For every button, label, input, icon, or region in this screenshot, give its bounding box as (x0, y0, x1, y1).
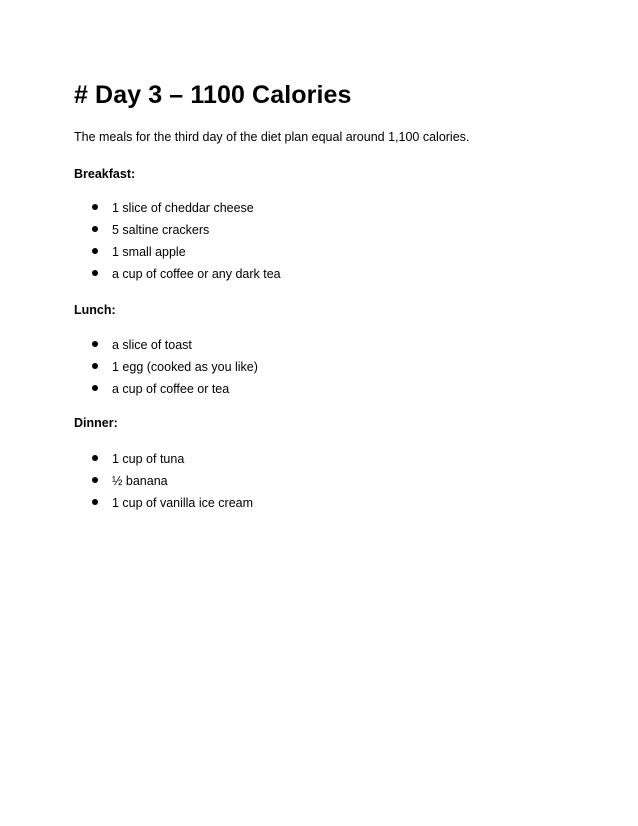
bullet-icon (92, 363, 98, 369)
list-item-text: ½ banana (112, 474, 168, 488)
list-item-text: a cup of coffee or tea (112, 382, 230, 396)
bullet-icon (92, 204, 98, 210)
bullet-icon (92, 270, 98, 276)
list-item-text: 1 small apple (112, 245, 186, 259)
section-heading-dinner: Dinner: (74, 416, 118, 430)
list-item-text: 1 cup of vanilla ice cream (112, 496, 254, 510)
bullet-icon (92, 341, 98, 347)
bullet-icon (92, 477, 98, 483)
list-item-text: 1 slice of cheddar cheese (112, 201, 254, 215)
section-heading-lunch: Lunch: (74, 303, 116, 317)
list-item-text: a cup of coffee or any dark tea (112, 267, 281, 281)
bullet-icon (92, 248, 98, 254)
list-item-text: 5 saltine crackers (112, 223, 210, 237)
intro-paragraph: The meals for the third day of the diet plan equal around 1,100 calories. (74, 130, 470, 144)
bullet-icon (92, 499, 98, 505)
bullet-icon (92, 385, 98, 391)
list-item-text: a slice of toast (112, 338, 192, 352)
page-title: # Day 3 – 1100 Calories (74, 81, 352, 109)
list-item-text: 1 egg (cooked as you like) (112, 360, 258, 374)
list-item-text: 1 cup of tuna (112, 452, 185, 466)
bullet-icon (92, 226, 98, 232)
section-heading-breakfast: Breakfast: (74, 167, 136, 181)
bullet-icon (92, 455, 98, 461)
